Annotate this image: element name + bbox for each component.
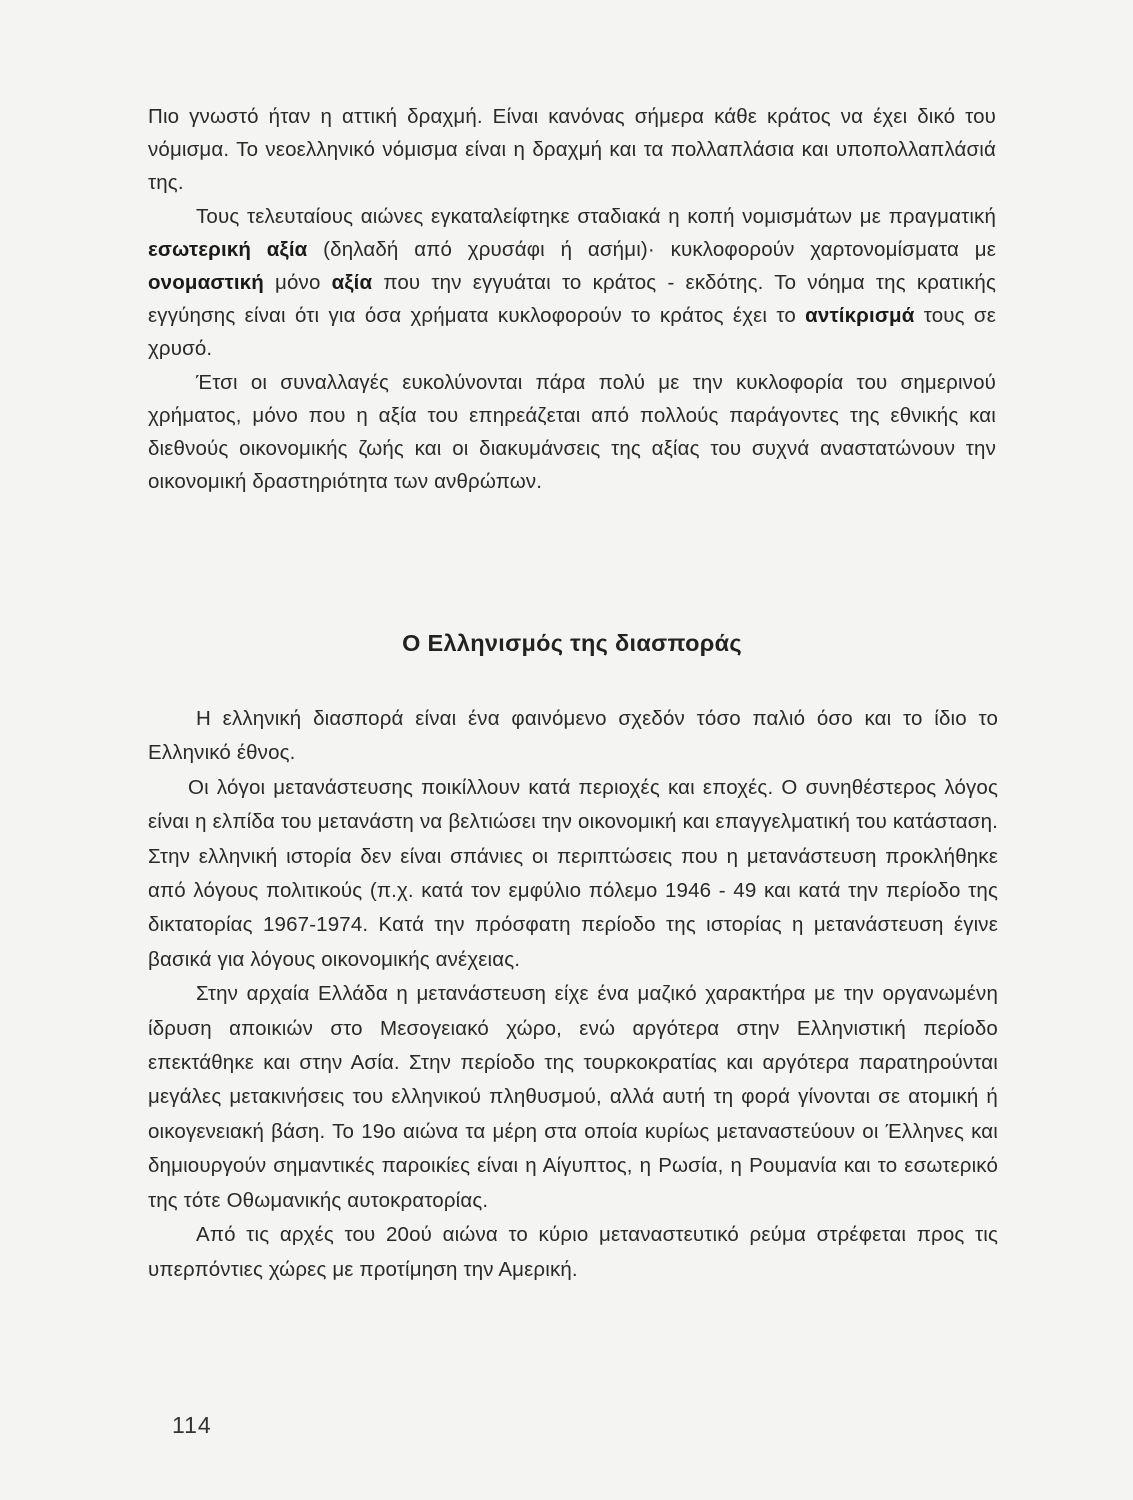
intro-p2-text-c: (δηλαδή από χρυσάφι ή ασήμι)· κυκλοφορούν χαρτονομίσματα με: [307, 237, 996, 261]
term-onomastiki: ονομαστική: [148, 271, 264, 295]
page-number: 114: [172, 1412, 212, 1438]
intro-p2-text-a: Τους τελευταίους αιώνες εγκαταλείφτηκε σταδιακά η κοπή νομισμάτων με πραγματική: [196, 204, 996, 228]
intro-p2-text-e: που την εγγυάται το κράτος - εκδότης. Το νόημα της κρατικής εγγύησης είναι ότι για όσα χρήματα κυκλοφορούν το κράτος έχει το: [148, 271, 996, 328]
term-antikrisma: αντίκρισμά: [805, 304, 915, 328]
intro-p2-text-d: μόνο: [263, 271, 332, 295]
term-esoteriki-axia: εσωτερική αξία: [148, 237, 308, 261]
section-text: [148, 702, 998, 1287]
section-title: Ο Ελληνισμός της διασποράς: [402, 630, 742, 656]
intro-p2-text-f: τους σε χρυσό.: [148, 304, 996, 361]
term-axia: αξία: [331, 271, 373, 295]
section-paragraph-4: Από τις αρχές του 20ού αιώνα το κύριο μεταναστευτικό ρεύμα στρέφεται προς τις υπερπόντιες χώρες με προτίμηση την Αμερική.: [148, 1223, 998, 1281]
intro-paragraph-1: Πιο γνωστό ήταν η αττική δραχμή. Είναι κανόνας σήμερα κάθε κράτος να έχει δικό του νόμισμα. Το νεοελληνικό νόμισμα είναι η δραχμή και τα πολλαπλάσια και υποπολλαπλάσιά της.: [148, 105, 996, 195]
section-paragraph-1: Η ελληνική διασπορά είναι ένα φαινόμενο σχεδόν τόσο παλιό όσο και το ίδιο το Ελληνικό έθνος.: [148, 707, 998, 765]
section-paragraph-2: Οι λόγοι μετανάστευσης ποικίλλουν κατά περιοχές και εποχές. Ο συνηθέστερος λόγος είναι η ελπίδα του μετανάστη να βελτιώσει την οικονομική και επαγγελματική του κατάσταση. Στην ελληνική ιστορία δεν είναι σπάνιες οι περιπτώσεις που η μετανάστευση προκλήθηκε από λόγους πολιτικούς (π.χ. κατά τον εμφύλιο πόλεμο 1946 - 49 και κατά την περίοδο της δικτατορίας 1967-1974. Κατά την πρόσφατη περίοδο της ιστορίας η μετανάστευση έγινε βασικά για λόγους οικονομικής ανέχειας.: [148, 775, 998, 971]
section-paragraph-3: Στην αρχαία Ελλάδα η μετανάστευση είχε ένα μαζικό χαρακτήρα με την οργανωμένη ίδρυση αποικιών στο Μεσογειακό χώρο, ενώ αργότερα στην Ελληνιστική περίοδο επεκτάθηκε και στην Ασία. Στην περίοδο της τουρκοκρατίας και αργότερα παρατηρούνται μεγάλες μετακινήσεις του ελληνικού πληθυσμού, αλλά αυτή τη φορά γίνονται σε ατομική ή οικογενειακή βάση. Το 19ο αιώνα τα μέρη στα οποία κυρίως μεταναστεύουν οι Έλληνες και δημιουργούν σημαντικές παροικίες είναι η Αίγυπτος, η Ρωσία, η Ρουμανία και το εσωτερικό της τότε Οθωμανικής αυτοκρατορίας.: [148, 982, 998, 1212]
intro-paragraph-3: Έτσι οι συναλλαγές ευκολύνονται πάρα πολύ με την κυκλοφορία του σημερινού χρήματος, μόνο που η αξία του επηρεάζεται από πολλούς παράγοντες της εθνικής και διεθνούς οικονομικής ζωής και οι διακυμάνσεις της αξίας του συχνά αναστατώνουν την οικονομική δραστηριότητα των ανθρώπων.: [148, 370, 996, 494]
intro-paragraph-2: [148, 200, 996, 366]
intro-text: [148, 100, 996, 498]
